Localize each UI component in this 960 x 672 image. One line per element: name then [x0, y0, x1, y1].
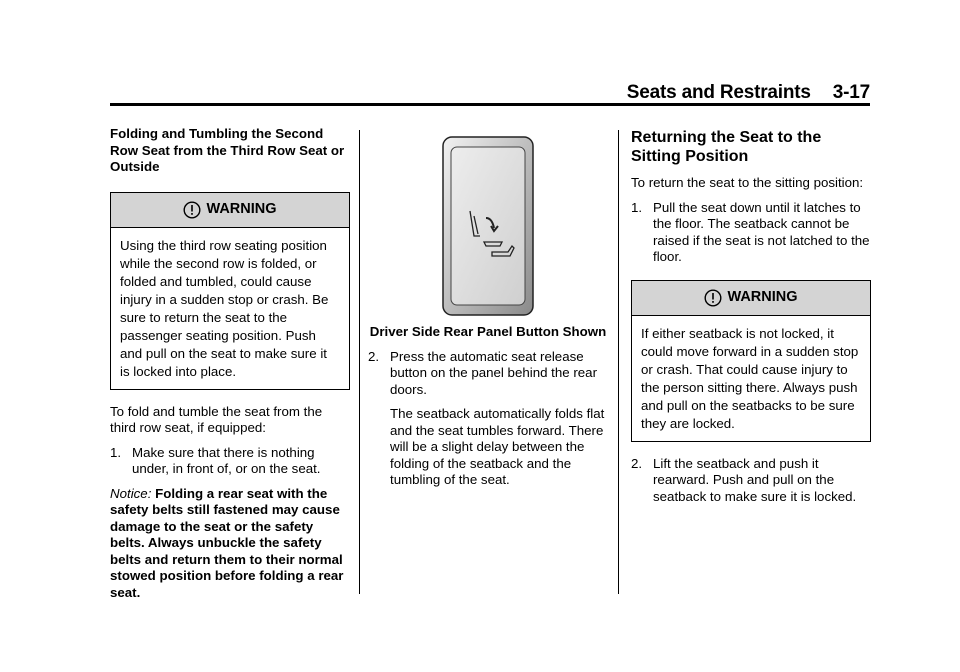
step-item	[631, 456, 871, 506]
column-2	[368, 126, 608, 489]
step-item	[368, 349, 608, 399]
step-item	[631, 200, 871, 266]
notice-text: Folding a rear seat with the safety belts still fastened may cause damage to the seat or the safety belts. Always unbuckle the safety belts and return them to their normal stowed position before folding a rear seat.	[110, 485, 344, 600]
step-text: Lift the seatback and push it rearward. Push and pull on the seatback to make sure it is locked.	[653, 455, 857, 504]
section-heading: Returning the Seat to the Sitting Position	[631, 129, 822, 165]
warning-header	[111, 193, 349, 228]
step-number: 2.	[368, 348, 380, 364]
warning-icon	[183, 201, 201, 219]
column-divider-left	[359, 130, 360, 594]
intro-text: To return the seat to the sitting position:	[631, 175, 864, 190]
step-detail: The seatback automatically folds flat and the seat tumbles forward. There will be a slight delay between the folding of the seatback and the tumbling of the seat.	[390, 406, 605, 487]
step-number: 1.	[631, 199, 643, 215]
section-title: Seats and Restraints	[626, 82, 811, 103]
step-number: 2.	[631, 455, 643, 471]
button-figure	[368, 136, 608, 316]
warning-label: WARNING	[206, 201, 277, 218]
warning-box	[110, 192, 350, 390]
seat-release-button-illustration	[442, 136, 534, 316]
intro-text: To fold and tumble the seat from the third row seat, if equipped:	[110, 403, 323, 435]
page-number: 3-17	[832, 82, 870, 103]
subsection-heading: Folding and Tumbling the Second Row Seat from the Third Row Seat or Outside	[110, 126, 345, 174]
header-rule	[110, 103, 870, 106]
step-item	[110, 445, 350, 478]
warning-icon	[704, 289, 722, 307]
column-divider-right	[618, 130, 619, 594]
step-text: Make sure that there is nothing under, in front of, or on the seat.	[132, 444, 321, 476]
notice-label: Notice:	[110, 485, 152, 501]
warning-text: Using the third row seating position while the second row is folded, or folded and tumbled, could cause injury in a sudden stop or crash. Be sure to return the seat to the passenger seating position. Push and pull on the seat to make sure it is locked into place.	[120, 237, 329, 379]
warning-box	[631, 280, 871, 442]
step-text: Press the automatic seat release button on the panel behind the rear doors.	[390, 348, 598, 397]
warning-label: WARNING	[727, 289, 798, 306]
column-3	[631, 126, 871, 505]
warning-header	[632, 281, 870, 316]
step-number: 1.	[110, 444, 122, 460]
warning-text: If either seatback is not locked, it could move forward in a sudden stop or crash. That could cause injury to the person sitting there. Always push and pull on the seatbacks to be sure they are locked.	[641, 325, 859, 431]
figure-caption: Driver Side Rear Panel Button Shown	[369, 324, 607, 339]
step-text: Pull the seat down until it latches to the floor. The seatback cannot be raised if the seat is not latched to the floor.	[653, 199, 870, 264]
notice	[110, 486, 350, 602]
column-1	[110, 126, 350, 601]
